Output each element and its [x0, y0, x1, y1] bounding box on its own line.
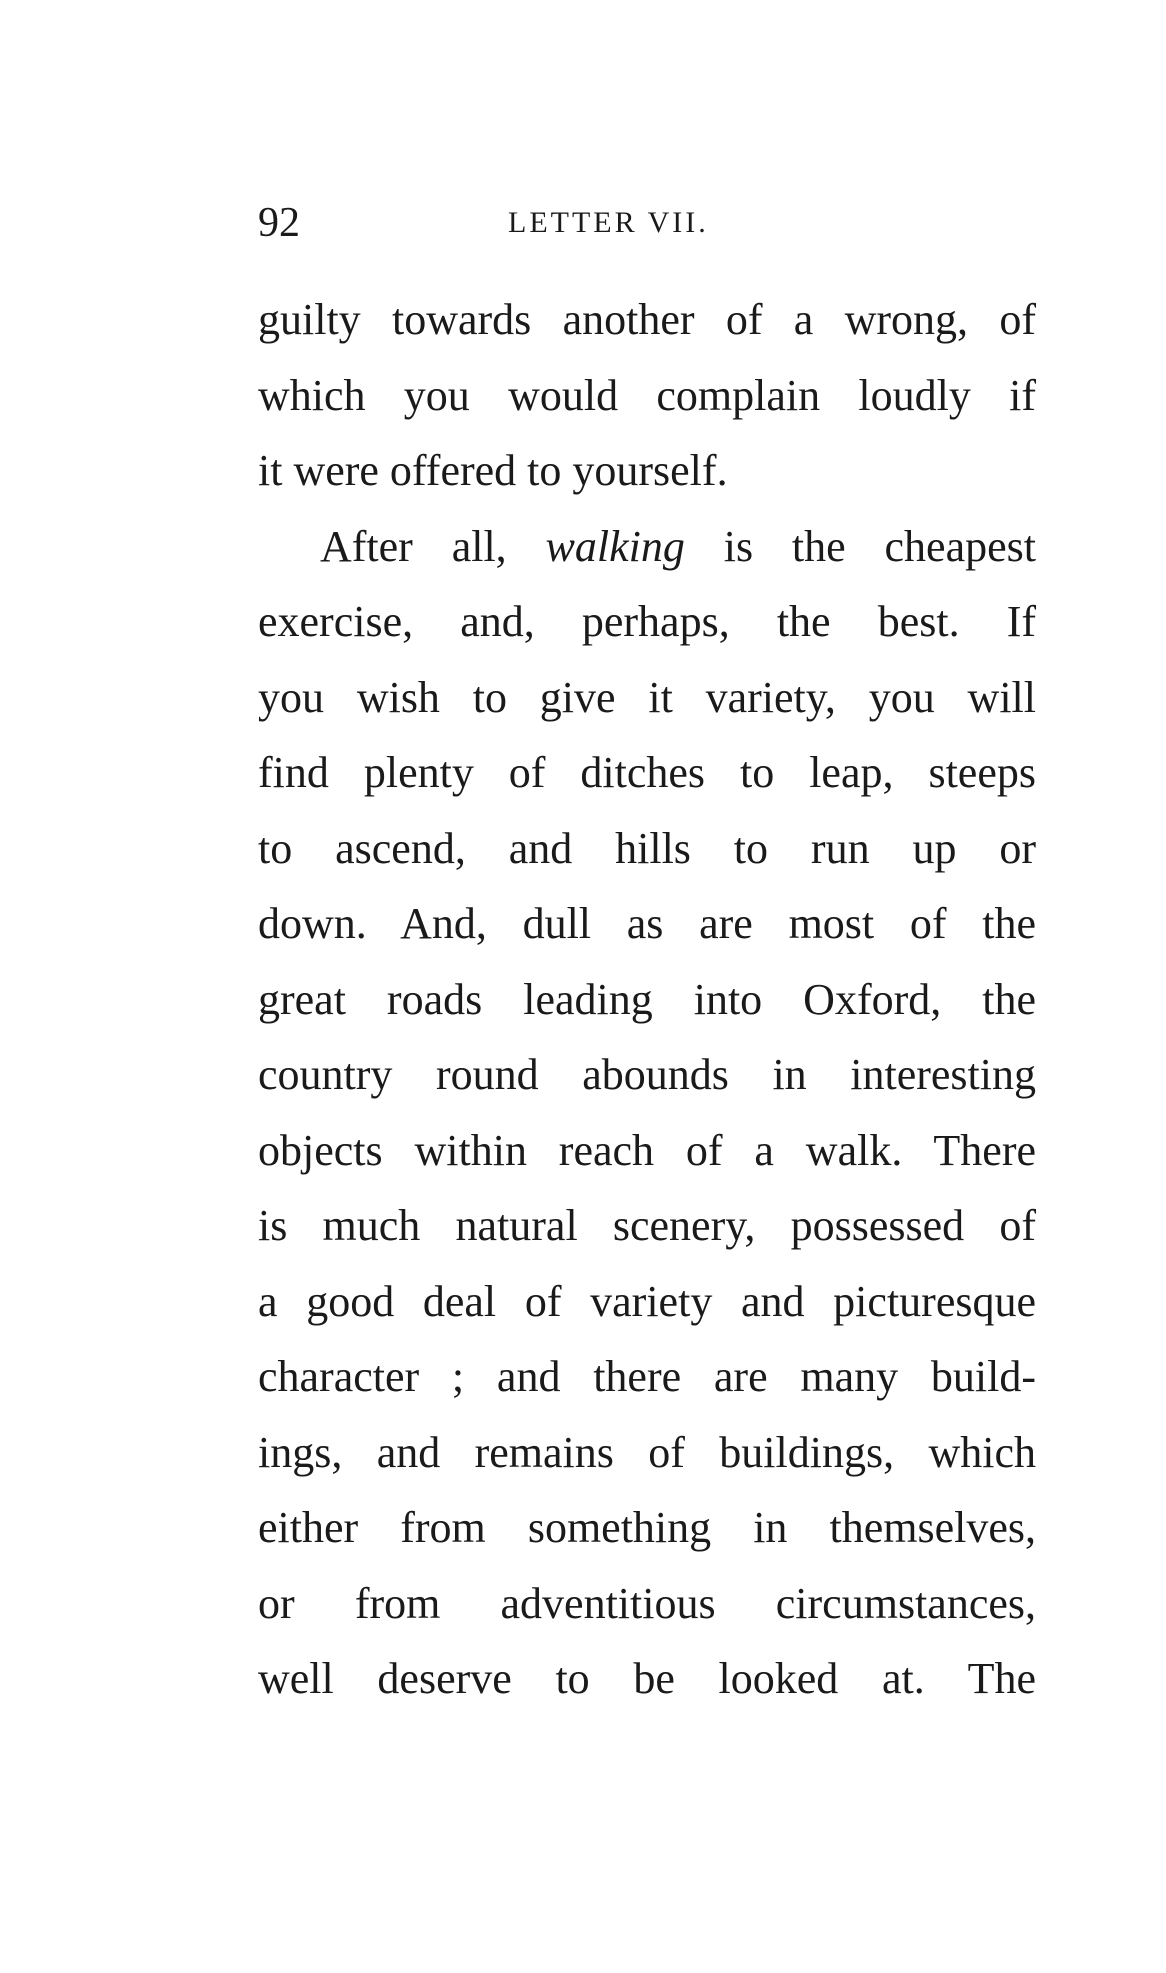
text-line: find plenty of ditches to leap, steeps — [258, 748, 1036, 797]
text-line: which you would complain loudly if — [258, 370, 1036, 420]
text-line: down. And, dull as are most of the — [258, 899, 1036, 948]
text-line: it were offered to yourself. — [258, 446, 728, 495]
text-line: to ascend, and hills to run up or — [258, 823, 1036, 873]
text-line: exercise, and, perhaps, the best. If — [258, 597, 1036, 646]
text-line: is much natural scenery, possessed of — [258, 1201, 1036, 1250]
text-line: country round abounds in interesting — [258, 1050, 1036, 1099]
text-line: a good deal of variety and picturesque — [258, 1276, 1036, 1326]
text-fragment: After all, — [320, 521, 546, 571]
text-line: character ; and there are many build- — [258, 1352, 1036, 1401]
page-number: 92 — [258, 200, 300, 246]
text-line: you wish to give it variety, you will — [258, 672, 1036, 722]
text-line — [258, 509, 1036, 585]
text-line: objects within reach of a walk. There — [258, 1125, 1036, 1175]
text-line: ings, and remains of buildings, which — [258, 1427, 1036, 1477]
body-text — [258, 282, 1036, 1717]
page-header — [258, 198, 1036, 248]
running-head: LETTER VII. — [508, 206, 709, 239]
text-line: great roads leading into Oxford, the — [258, 974, 1036, 1024]
text-line: well deserve to be looked at. The — [258, 1654, 1036, 1703]
text-line: or from adventitious circumstances, — [258, 1578, 1036, 1628]
text-line: guilty towards another of a wrong, of — [258, 295, 1036, 344]
text-fragment: is the cheapest — [684, 521, 1036, 571]
text-line: either from something in themselves, — [258, 1503, 1036, 1552]
emphasized-word: walking — [545, 521, 685, 571]
